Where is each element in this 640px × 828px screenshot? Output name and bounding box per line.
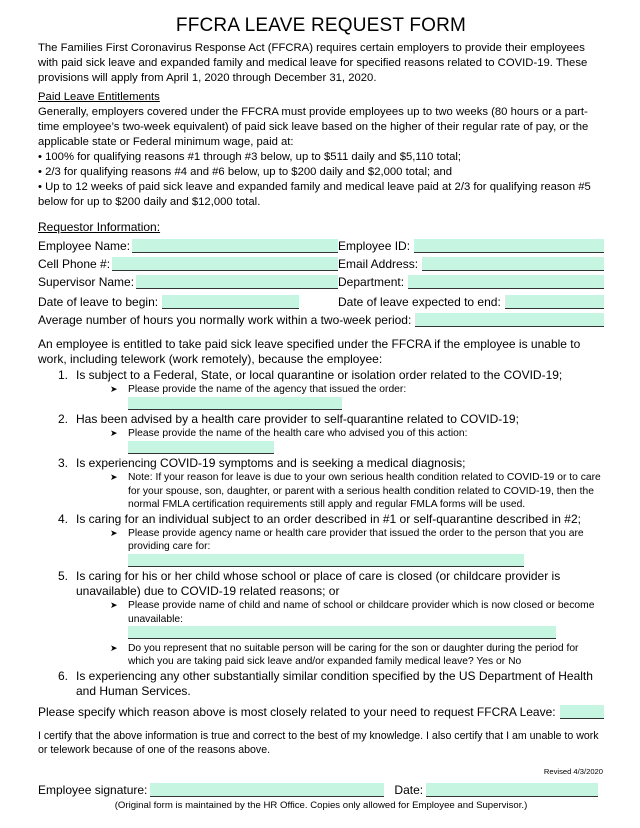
supervisor-field[interactable]: [136, 275, 338, 289]
department-label: Department:: [338, 275, 405, 289]
date-end-field[interactable]: [505, 295, 604, 309]
reason-item: [38, 669, 604, 699]
entitlement-bullet: • 2/3 for qualifying reasons #4 and #6 below, up to $200 daily and $2,000 total; and: [38, 166, 453, 178]
arrow-bullet-icon: ➤: [110, 428, 118, 438]
employee-id-field[interactable]: [414, 239, 604, 253]
employee-name-field[interactable]: [132, 239, 338, 253]
entitled-intro: An employee is entitled to take paid sick leave specified under the FFCRA if the employee is unable to work, including telework (work remotely), because the employee:: [38, 337, 581, 366]
entitlements-body: Generally, employers covered under the FFCRA must provide employees up to two weeks (80 hours or a part-time employee’s two-week equivalent) of paid sick leave based on the higher of their regular rate of pay, or the applicable state or Federal minimum wage, paid at:: [38, 106, 589, 148]
sub-text: Please provide name of child and name of school or childcare provider which is now closed or become unavailable:: [128, 600, 595, 625]
arrow-bullet-icon: ➤: [110, 600, 118, 610]
child-school-field[interactable]: [128, 626, 556, 639]
reason-item: [38, 412, 604, 456]
sub-text: Please provide the name of the agency that issued the order:: [128, 384, 407, 395]
health-care-name-field[interactable]: [128, 441, 274, 454]
specify-reason-field[interactable]: [560, 705, 604, 719]
avg-hours-field[interactable]: [415, 313, 604, 327]
row-phone-email: [38, 253, 604, 271]
signature-row: [38, 781, 604, 797]
cell-phone-label: Cell Phone #:: [38, 257, 111, 271]
supervisor-label: Supervisor Name:: [38, 275, 135, 289]
sub-text: Please provide agency name or health care provider that issued the order to the person that you are providing care for:: [128, 527, 584, 552]
arrow-bullet-icon: ➤: [110, 472, 118, 482]
reason-number: 5.: [58, 569, 69, 583]
row-name-id: [38, 235, 604, 253]
arrow-bullet-icon: ➤: [110, 527, 118, 538]
sub-text: Please provide the name of the health care who advised you of this action:: [128, 428, 468, 439]
signature-field[interactable]: [150, 783, 384, 797]
sub-item: [76, 471, 604, 512]
reason-text: Is caring for his or her child whose school or place of care is closed (or childcare provider is unavailable) due to COVID-19 related reasons; or: [76, 569, 561, 598]
row-avg-hours: [38, 309, 604, 327]
revised-date: Revised 4/3/2020: [543, 767, 603, 776]
reason-number: 3.: [58, 456, 69, 470]
date-begin-label: Date of leave to begin:: [38, 295, 159, 309]
row-specify: [38, 701, 604, 719]
employee-id-label: Employee ID:: [338, 239, 411, 253]
date-label: Date:: [394, 782, 424, 797]
sub-text: Note: If your reason for leave is due to your own serious health condition related to COVID-19 or to care for your spouse, son, daughter, or parent with a serious health condition related to COVID-19, then the normal FMLA certification requirements still apply and regular FMLA forms will be used.: [128, 472, 601, 510]
form-title: FFCRA LEAVE REQUEST FORM: [175, 15, 467, 36]
requestor-heading: Requestor Information:: [38, 220, 161, 234]
sub-item: [76, 383, 604, 412]
reason-item: [38, 512, 604, 570]
reason-text: Has been advised by a health care provider to self-quarantine related to COVID-19;: [76, 412, 519, 426]
department-field[interactable]: [408, 275, 604, 289]
reason-item: [38, 368, 604, 412]
signature-date-field[interactable]: [426, 783, 598, 797]
sub-item: [76, 599, 604, 642]
specify-label: Please specify which reason above is most closely related to your need to request FFCRA Leave:: [38, 704, 556, 719]
reasons-list: [38, 368, 604, 699]
reason-text: Is experiencing any other substantially similar condition specified by the US Department of Health and Human Services.: [76, 668, 593, 698]
reason-number: 4.: [58, 511, 69, 526]
reason-item: [38, 569, 604, 669]
row-dates: [38, 291, 604, 309]
certification-text: I certify that the above information is true and correct to the best of my knowledge. I also certify that I am unable to work or telework because of one of the reasons above.: [38, 729, 599, 756]
arrow-bullet-icon: ➤: [110, 642, 118, 653]
reason-number: 2.: [58, 412, 69, 426]
sub-item: [76, 527, 604, 570]
care-provider-field[interactable]: [128, 554, 524, 567]
email-label: Email Address:: [338, 257, 419, 271]
cell-phone-field[interactable]: [112, 257, 338, 271]
date-end-label: Date of leave expected to end:: [338, 295, 501, 309]
arrow-bullet-icon: ➤: [110, 384, 118, 394]
sub-item: [76, 642, 604, 669]
sub-text: Do you represent that no suitable person will be caring for the son or daughter during the period for which you are taking paid sick leave and/or expanded family medical leave? Yes or No: [128, 642, 579, 667]
employee-name-label: Employee Name:: [38, 239, 131, 253]
reason-text: Is experiencing COVID-19 symptoms and is seeking a medical diagnosis;: [76, 456, 466, 470]
agency-name-field[interactable]: [128, 397, 342, 410]
reason-number: 6.: [58, 668, 69, 683]
row-supervisor-dept: [38, 271, 604, 289]
reason-number: 1.: [58, 368, 69, 382]
avg-hours-label: Average number of hours you normally work within a two-week period:: [38, 313, 412, 327]
intro-paragraph: The Families First Coronavirus Response Act (FFCRA) requires certain employers to provide their employees with paid sick leave and expanded family and medical leave for specified reasons related to COVID-19. These provisions will apply from April 1, 2020 through December 31, 2020.: [38, 42, 588, 84]
reason-item: [38, 456, 604, 512]
date-begin-field[interactable]: [162, 295, 299, 309]
reason-text: Is subject to a Federal, State, or local quarantine or isolation order related to the COVID-19;: [76, 368, 563, 382]
sub-item: [76, 427, 604, 456]
entitlement-bullet: • 100% for qualifying reasons #1 through #3 below, up to $511 daily and $5,110 total;: [38, 151, 462, 163]
entitlements-heading: Paid Leave Entitlements: [38, 91, 160, 103]
footer-note: (Original form is maintained by the HR Office. Copies only allowed for Employee and Supervisor.): [114, 799, 528, 811]
entitlement-bullet: • Up to 12 weeks of paid sick leave and expanded family and medical leave paid at 2/3 for qualifying reason #5 below for up to $200 daily and $12,000 total.: [38, 181, 591, 208]
reason-text: Is caring for an individual subject to an order described in #1 or self-quarantine described in #2;: [76, 511, 581, 526]
email-field[interactable]: [422, 257, 604, 271]
signature-label: Employee signature:: [38, 782, 148, 797]
